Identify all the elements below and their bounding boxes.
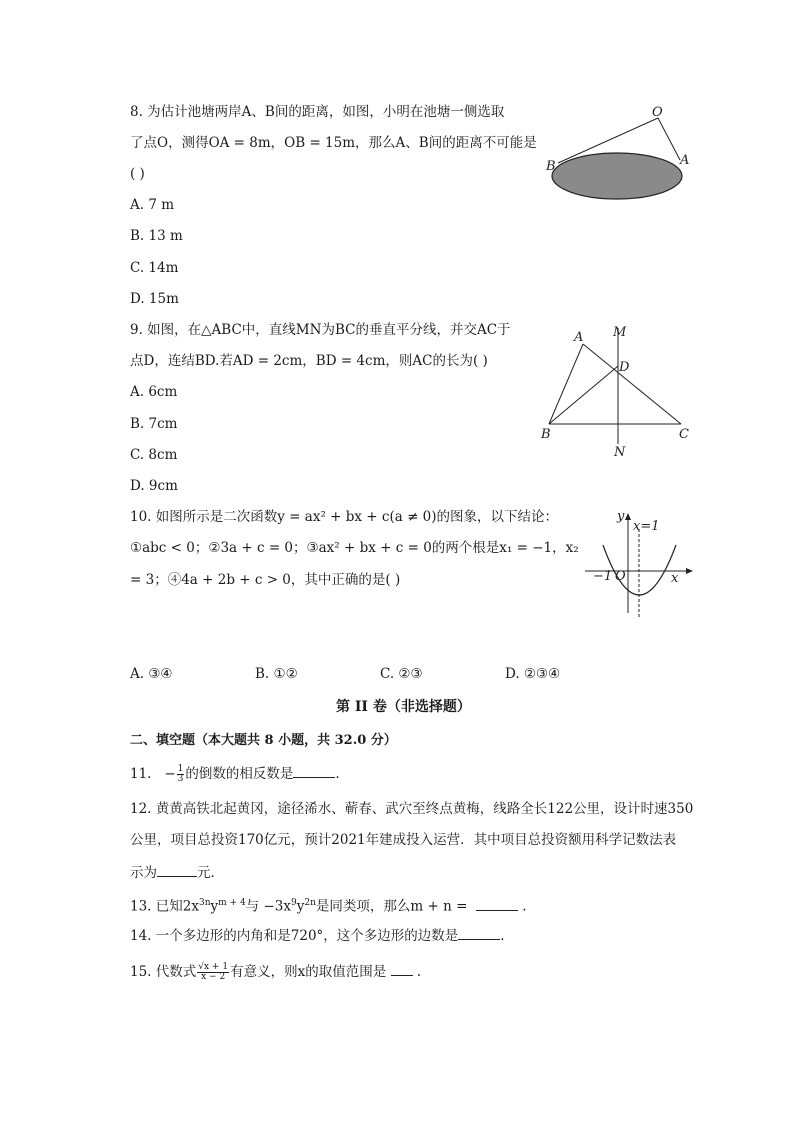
q8-option-c[interactable]: C. 14m: [130, 260, 179, 276]
q11-fraction: [177, 765, 185, 784]
label-a: A: [680, 153, 690, 168]
label-y: y: [617, 509, 625, 524]
q13-answer-blank[interactable]: [476, 896, 518, 911]
q13-mid2: 与 −3x: [245, 898, 291, 915]
label-b: B: [546, 159, 556, 174]
segment-oa: [658, 118, 680, 160]
side-ac: [583, 344, 681, 424]
q8-line3: ( ): [130, 166, 145, 182]
q14-end: .: [500, 928, 505, 944]
label-b: B: [541, 427, 551, 442]
q15-frac-num: √x + 1: [198, 962, 229, 972]
q10-line3: = 3；④4a + 2b + c > 0，其中正确的是( ): [130, 572, 401, 588]
label-x-eq-1: x=1: [633, 519, 660, 534]
section2-title: 二、填空题（本大题共 8 小题，共 32.0 分）: [130, 733, 397, 748]
q9-line2: 点D，连结BD.若AD = 2cm，BD = 4cm，则AC的长为( ): [130, 353, 488, 369]
label-neg1: −1: [593, 569, 613, 584]
q8-pond-figure: [540, 100, 700, 210]
label-o: O: [652, 105, 663, 120]
q9-triangle-figure: [540, 320, 700, 465]
q15-line: [130, 961, 421, 982]
q13-pre: 13. 已知2x: [130, 898, 199, 915]
q13-mid3: y: [296, 898, 305, 915]
q9-option-d[interactable]: D. 9cm: [130, 478, 178, 494]
q15-pre: 15. 代数式: [130, 964, 197, 980]
label-c: C: [679, 427, 689, 442]
q11-line: [130, 763, 340, 784]
q12-line2: 公里，项目总投资170亿元，预计2021年建成投入运营．其中项目总投资额用科学记数法表: [130, 832, 677, 848]
q8-line2: 了点O，测得OA = 8m，OB = 15m，那么A、B间的距离不可能是: [130, 135, 537, 151]
q15-post: 有意义，则x的取值范围是: [230, 964, 387, 980]
q8-line1: 8. 为估计池塘两岸A、B间的距离，如图，小明在池塘一侧选取: [130, 104, 505, 120]
y-axis-arrow: [625, 513, 631, 520]
q10-option-c[interactable]: C. ②③: [380, 666, 423, 682]
q11-frac-den: 3: [177, 774, 184, 784]
q13-exp3: 9: [290, 898, 297, 908]
label-d: D: [619, 360, 630, 375]
q12-line3: [130, 862, 224, 882]
q10-parabola-figure: [585, 505, 705, 620]
q13-end: .: [522, 898, 527, 915]
q12-line1: 12. 黄黄高铁北起黄冈，途径浠水、蕲春、武穴至终点黄梅，线路全长122公里，设计时速350: [130, 801, 694, 817]
q11-end: .: [335, 766, 340, 782]
q11-neg: −: [164, 766, 176, 782]
q15-end: .: [416, 964, 422, 980]
q10-option-a[interactable]: A. ③④: [130, 666, 173, 682]
q14-line: [130, 925, 505, 945]
q12-line3b: 元．: [197, 865, 224, 881]
q8-option-d[interactable]: D. 15m: [130, 291, 179, 307]
segment-bd: [549, 366, 618, 424]
label-a: A: [574, 330, 584, 345]
q13-post: 是同类项，那么m + n =: [315, 898, 472, 915]
part2-title: 第 II 卷（非选择题）: [336, 699, 471, 715]
q9-option-a[interactable]: A. 6cm: [130, 384, 178, 400]
q10-line2: ①abc < 0；②3a + c = 0；③ax² + bx + c = 0的两个根是x₁ = −1，x₂: [130, 540, 579, 556]
q9-option-b[interactable]: B. 7cm: [130, 416, 178, 432]
label-x: x: [671, 571, 679, 586]
q11-num: 11.: [130, 766, 152, 782]
q12-line3a: 示为: [130, 865, 157, 881]
x-axis-arrow: [686, 568, 693, 574]
label-origin: O: [615, 569, 626, 584]
q11-frac-num: 1: [177, 764, 184, 774]
q10-option-b[interactable]: B. ①②: [255, 666, 298, 682]
q13-line: [130, 894, 527, 916]
q13-exp1: 3n: [198, 898, 211, 908]
q15-fraction: [197, 963, 229, 982]
q13-mid1: y: [210, 898, 219, 915]
q12-answer-blank[interactable]: [157, 862, 197, 877]
q14-text: 14. 一个多边形的内角和是720°，这个多边形的边数是: [130, 928, 459, 944]
q13-exp2: m + 4: [218, 898, 246, 908]
label-m: M: [613, 325, 627, 340]
q13-exp4: 2n: [304, 898, 316, 908]
label-n: N: [614, 445, 626, 460]
q9-line1: 9. 如图，在△ABC中，直线MN为BC的垂直平分线，并交AC于: [130, 322, 511, 338]
side-ab: [549, 344, 583, 424]
q15-answer-blank[interactable]: [391, 961, 413, 976]
q14-answer-blank[interactable]: [458, 925, 500, 940]
pond-ellipse: [552, 153, 682, 199]
q15-frac-den: x − 2: [201, 972, 226, 982]
q8-option-a[interactable]: A. 7 m: [130, 197, 175, 213]
q11-text: 的倒数的相反数是: [185, 766, 294, 782]
q9-option-c[interactable]: C. 8cm: [130, 447, 178, 463]
q8-option-b[interactable]: B. 13 m: [130, 228, 183, 244]
q10-option-d[interactable]: D. ②③④: [505, 666, 561, 682]
q11-answer-blank[interactable]: [293, 763, 335, 778]
q10-line1: 10. 如图所示是二次函数y = ax² + bx + c(a ≠ 0)的图象，以下结论：: [130, 509, 559, 525]
